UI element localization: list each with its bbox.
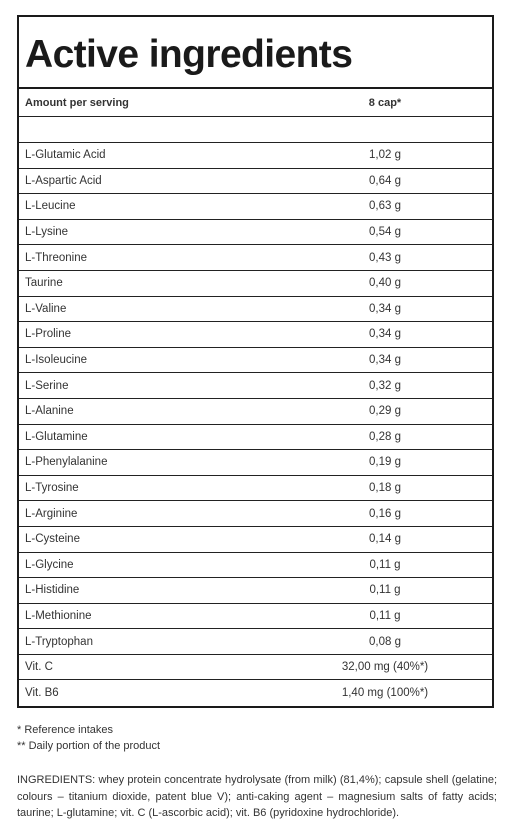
table-row [19, 425, 492, 451]
ingredient-name: L-Proline [25, 328, 72, 341]
empty-row [19, 117, 492, 143]
table-title: Active ingredients [19, 17, 492, 89]
table-row [19, 194, 492, 220]
ingredient-name: L-Arginine [25, 507, 78, 520]
nutrition-table [17, 15, 494, 708]
ingredient-name: L-Alanine [25, 405, 74, 418]
ingredient-amount: 0,34 g [369, 302, 401, 315]
ingredient-name: L-Glycine [25, 558, 74, 571]
table-body [19, 143, 492, 706]
ingredient-amount: 0,14 g [369, 533, 401, 546]
ingredient-name: L-Threonine [25, 251, 88, 264]
table-row [19, 604, 492, 630]
ingredient-amount: 0,32 g [369, 379, 401, 392]
ingredient-amount: 1,40 mg (100%*) [341, 687, 429, 700]
ingredient-amount: 0,11 g [369, 558, 401, 571]
ingredient-amount: 0,18 g [369, 482, 401, 495]
ingredient-name: L-Isoleucine [25, 354, 88, 367]
ingredient-name: L-Tryptophan [25, 635, 93, 648]
header-serving-size: 8 cap* [368, 96, 402, 109]
table-row [19, 373, 492, 399]
table-row [19, 655, 492, 681]
table-row [19, 629, 492, 655]
ingredient-name: L-Phenylalanine [25, 456, 108, 469]
ingredient-amount: 0,11 g [369, 609, 401, 622]
ingredient-amount: 0,63 g [369, 200, 401, 213]
table-row [19, 143, 492, 169]
footnote-daily-portion: ** Daily portion of the product [17, 740, 161, 752]
table-row [19, 169, 492, 195]
ingredient-amount: 0,34 g [369, 354, 401, 367]
table-row [19, 399, 492, 425]
table-row [19, 527, 492, 553]
table-row [19, 680, 492, 706]
ingredient-amount: 0,11 g [369, 584, 401, 597]
ingredient-amount: 0,19 g [369, 456, 401, 469]
ingredient-name: Vit. B6 [25, 687, 59, 700]
table-row [19, 553, 492, 579]
ingredient-name: L-Aspartic Acid [25, 174, 102, 187]
table-row [19, 578, 492, 604]
ingredient-amount: 1,02 g [369, 149, 401, 162]
ingredient-amount: 0,08 g [369, 635, 401, 648]
table-header-row [19, 89, 492, 117]
ingredient-amount: 0,54 g [369, 226, 401, 239]
table-row [19, 450, 492, 476]
ingredient-amount: 0,34 g [369, 328, 401, 341]
ingredient-amount: 0,40 g [369, 277, 401, 290]
ingredient-name: L-Glutamic Acid [25, 149, 106, 162]
table-row [19, 271, 492, 297]
footnotes [17, 722, 497, 754]
table-row [19, 501, 492, 527]
ingredients-text: INGREDIENTS: whey protein concentrate hydrolysate (from milk) (81,4%); capsule shell (gelatine; colours – titanium dioxide, patent blue V); anti-caking agent – magnesium salts of fatty acids; taurine; L-glutamine; vit. C (L-ascorbic acid); vit. B6 (pyridoxine hydrochloride). [17, 774, 497, 819]
table-row [19, 297, 492, 323]
ingredient-name: L-Cysteine [25, 533, 80, 546]
footnote-reference-intakes: * Reference intakes [17, 724, 113, 736]
table-row [19, 348, 492, 374]
table-row [19, 476, 492, 502]
ingredient-name: L-Serine [25, 379, 69, 392]
ingredient-name: Vit. C [25, 661, 53, 674]
header-amount-per-serving: Amount per serving [25, 96, 129, 109]
ingredient-name: L-Tyrosine [25, 482, 79, 495]
ingredient-amount: 0,16 g [369, 507, 401, 520]
ingredient-amount: 0,28 g [369, 430, 401, 443]
table-row [19, 245, 492, 271]
ingredient-name: L-Methionine [25, 609, 92, 622]
ingredient-amount: 0,64 g [369, 174, 401, 187]
ingredient-amount: 0,29 g [369, 405, 401, 418]
table-row [19, 322, 492, 348]
ingredient-name: Taurine [25, 277, 63, 290]
ingredient-name: L-Leucine [25, 200, 76, 213]
ingredient-name: L-Valine [25, 302, 67, 315]
ingredient-amount: 0,43 g [369, 251, 401, 264]
ingredient-name: L-Glutamine [25, 430, 88, 443]
ingredient-name: L-Histidine [25, 584, 80, 597]
ingredient-name: L-Lysine [25, 226, 69, 239]
table-row [19, 220, 492, 246]
ingredient-amount: 32,00 mg (40%*) [341, 661, 429, 674]
